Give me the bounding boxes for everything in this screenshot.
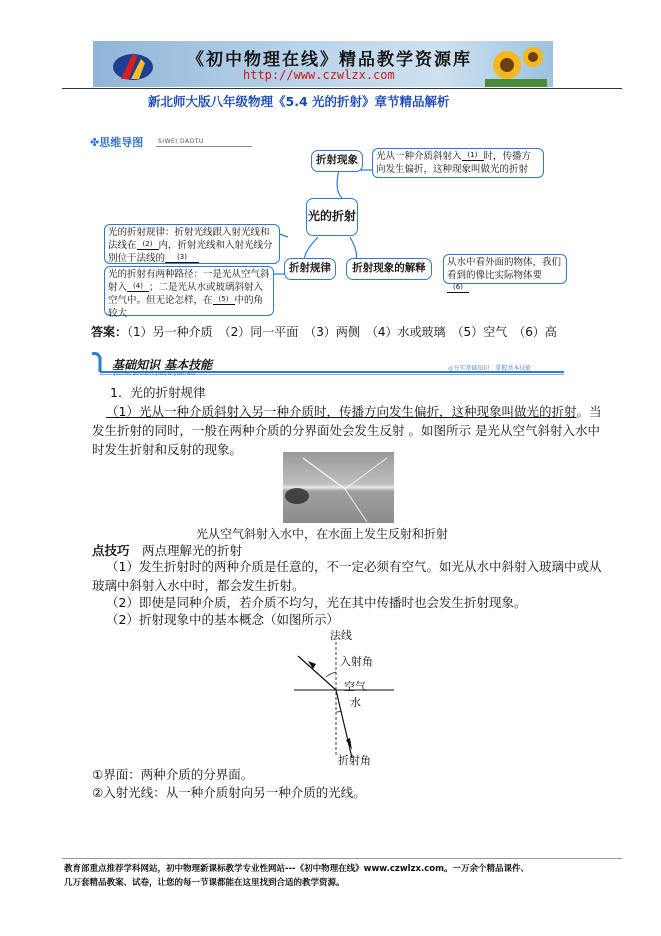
photo-caption: 光从空气斜射入水中，在水面上发生反射和折射 [196, 527, 449, 541]
node-refraction-phenomenon: 折射现象 [311, 150, 363, 172]
paragraph-1-rest: 。当发生折射的同时，一般在两种介质的分界面处会发生反射 。如图所示 是光从空气斜射入水中时发生折射和反射的现象。 [92, 404, 602, 457]
explain-text: 从水中看外面的物体，我们看到的像比实际物体要 [447, 257, 562, 281]
answer-label: 答案： [91, 325, 128, 339]
incidence-angle-arc [326, 672, 336, 677]
blank-2: (2) [137, 240, 159, 250]
answer-line [91, 322, 621, 343]
banner-title: 《初中物理在线》精品教学资源库 [187, 50, 472, 70]
label-refraction-angle: 折射角 [338, 754, 371, 767]
explanation-box [443, 254, 567, 291]
footer [64, 862, 624, 890]
section-subtitle: JICHU ZHISHI JIBEN JINENG [114, 371, 196, 377]
blank-3: (3) [165, 253, 199, 263]
item-1-heading: 1．光的折射规律 [110, 385, 206, 400]
definition-incident-ray: ②入射光线：从一种介质射向另一种介质的光线。 [92, 785, 366, 800]
answer-text: （1）另一种介质 （2）同一平面 （3）两侧 （4）水或玻璃 （5）空气 （6）高 [127, 325, 557, 339]
refraction-photo [283, 452, 394, 523]
page-title: 新北师大版八年级物理《5.4 光的折射》章节精品解析 [148, 94, 450, 109]
concepts-heading: （2）折射现象中的基本概念（如图所示） [106, 612, 339, 627]
tip-point-2: （2）即使是同种介质，若介质不均匀，光在其中传播时也会发生折射现象。 [106, 595, 527, 610]
node-center: 光的折射 [306, 198, 358, 236]
mindmap-heading-sub: SIWEI DAOTU [158, 138, 204, 145]
refracted-arrow-icon [346, 738, 352, 750]
law-box [104, 224, 280, 264]
footer-line-2: 几万套精品教案、试卷，让您的每一节课都能在这里找到合适的教学资源。 [64, 878, 345, 888]
paths-text-c: 中的角较大 [108, 295, 264, 319]
section-motto: ◎夯实基础知识 掌握基本技能 [448, 365, 532, 372]
incident-ray [298, 656, 336, 690]
header-banner [93, 41, 553, 87]
banner-url[interactable]: http://www.czwlzx.com [243, 68, 395, 82]
paths-box [104, 266, 274, 319]
label-normal: 法线 [330, 629, 352, 642]
label-water: 水 [350, 696, 361, 709]
tip-point-1: （1）发生折射时的两种介质是任意的，不一定必须有空气。如光从水中斜射入玻璃中或从玻璃中斜射入水中时，都会发生折射。 [92, 559, 602, 593]
phenomenon-text-b: 时，传播方向发生偏折，这种现象叫做光的折射 [376, 151, 532, 175]
section-title: 基础知识 基本技能 [112, 358, 213, 372]
sunflower-icon [485, 43, 547, 87]
tip-title: 两点理解光的折射 [142, 543, 243, 558]
mindmap-heading: ✤思维导图 [90, 136, 144, 149]
paragraph-1-definition: （1）光从一种介质斜射入另一种介质时，传播方向发生偏折，这种现象叫做光的折射 [106, 404, 577, 419]
blank-1: (1) [462, 151, 484, 161]
refraction-diagram [286, 628, 396, 768]
refraction-angle-arc [336, 711, 341, 712]
paragraph-1 [92, 402, 604, 459]
blank-5: (5) [213, 295, 235, 305]
law-text-b: 内，折射光线和入射光线分别位于法线的 [108, 240, 273, 264]
paths-text-b: ；二是光从水或玻璃斜射入空气中。但无论怎样，在 [108, 282, 264, 306]
label-air: 空气 [344, 680, 366, 693]
law-text-a: 光的折射规律：折射光线跟入射光线和法线在 [108, 227, 270, 251]
node-refraction-law: 折射规律 [284, 258, 336, 280]
footer-rule [62, 858, 622, 859]
site-logo-icon [111, 45, 155, 83]
phenomenon-definition-box [372, 148, 544, 178]
definition-interface: ①界面：两种介质的分界面。 [92, 767, 254, 782]
blank-6: (6) [447, 283, 469, 293]
phenomenon-text-a: 光从一种介质斜射入 [376, 151, 462, 162]
node-explanation: 折射现象的解释 [346, 258, 432, 280]
tip-label: 点技巧 [92, 543, 130, 558]
paths-text-a: 光的折射有两种路径：一是光从空气斜射入 [108, 269, 270, 293]
footer-line-1: 教育部重点推荐学科网站，初中物理新课标教学专业性网站---《初中物理在线》www.czwlzx.com。一万余个精品课件、 [64, 864, 529, 874]
blank-4: (4) [127, 282, 149, 292]
header-rule [62, 88, 622, 89]
label-incidence-angle: 入射角 [340, 655, 373, 668]
